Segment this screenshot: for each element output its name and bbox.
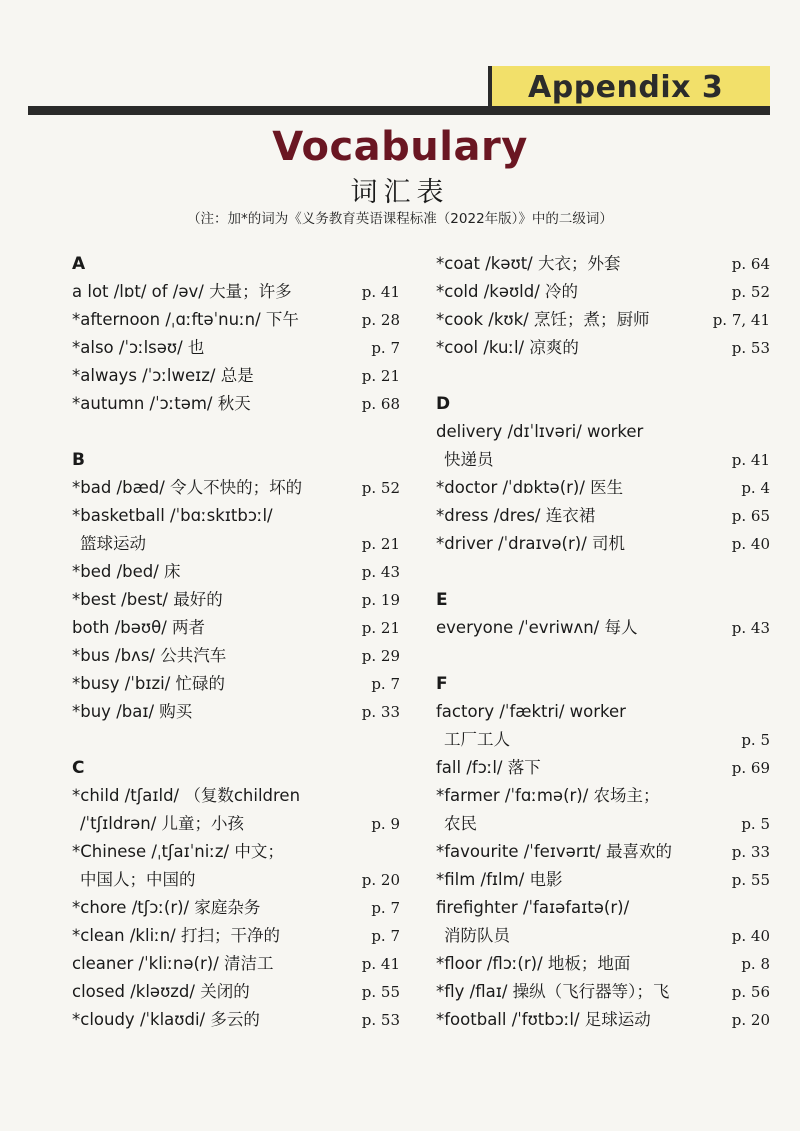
right-column	[436, 250, 776, 1034]
vocab-page-ref: p. 43	[731, 619, 770, 637]
vocab-entry	[72, 698, 406, 726]
section-heading-c: C	[72, 758, 85, 778]
vocab-page-ref: p. 21	[361, 535, 400, 553]
vocab-entry	[72, 782, 406, 838]
vocab-word: *afternoon /ˌɑːftəˈnuːn/ 下午	[72, 310, 299, 329]
vocab-definition-cont: /ˈtʃɪldrən/ 儿童；小孩	[80, 814, 244, 833]
vocab-entry	[72, 586, 406, 614]
section-gap	[72, 726, 406, 754]
vocab-word: *cook /kʊk/ 烹饪；煮；厨师	[436, 310, 650, 329]
vocab-entry	[72, 278, 406, 306]
vocab-page-ref: p. 41	[361, 955, 400, 973]
vocab-page-ref: p. 40	[731, 535, 770, 553]
vocab-word: *buy /baɪ/ 购买	[72, 702, 193, 721]
vocab-word: delivery /dɪˈlɪvəri/ worker	[436, 422, 644, 441]
vocab-word: *driver /ˈdraɪvə(r)/ 司机	[436, 534, 626, 553]
vocab-word: *bed /bed/ 床	[72, 562, 181, 581]
vocab-word: a lot /lɒt/ of /əv/ 大量；许多	[72, 282, 292, 301]
vocab-word: factory /ˈfæktri/ worker	[436, 702, 626, 721]
vocab-entry	[72, 502, 406, 558]
vocab-word: everyone /ˈevriwʌn/ 每人	[436, 618, 638, 637]
vocab-entry	[436, 334, 776, 362]
vocab-entry	[436, 782, 776, 838]
vocab-page-ref: p. 52	[361, 479, 400, 497]
vocab-word: *Chinese /ˌtʃaɪˈniːz/ 中文；	[72, 842, 284, 861]
section-gap	[72, 418, 406, 446]
vocab-word: both /bəʊθ/ 两者	[72, 618, 206, 637]
vocab-word: *always /ˈɔːlweɪz/ 总是	[72, 366, 254, 385]
vocab-entry	[436, 502, 776, 530]
vocab-word: *basketball /ˈbɑːskɪtbɔːl/	[72, 506, 273, 525]
vocab-entry	[436, 474, 776, 502]
vocab-entry	[72, 978, 406, 1006]
vocab-page-ref: p. 56	[731, 983, 770, 1001]
vocab-entry	[72, 614, 406, 642]
vocab-word: *favourite /ˈfeɪvərɪt/ 最喜欢的	[436, 842, 673, 861]
section-gap	[436, 642, 776, 670]
vocab-word: closed /kləʊzd/ 关闭的	[72, 982, 250, 1001]
vocab-entry	[436, 614, 776, 642]
vocab-entry	[436, 1006, 776, 1034]
vocab-entry	[436, 418, 776, 474]
vocab-page-ref: p. 7	[371, 899, 400, 917]
section-heading-f: F	[436, 674, 448, 694]
vocab-definition-cont: 中国人；中国的	[80, 870, 196, 889]
vocab-page-ref: p. 40	[731, 927, 770, 945]
vocab-page-ref: p. 21	[361, 619, 400, 637]
vocab-page-ref: p. 55	[361, 983, 400, 1001]
page-subtitle: 词汇表	[350, 177, 450, 208]
vocab-page-ref: p. 64	[731, 255, 770, 273]
vocab-page-ref: p. 28	[361, 311, 400, 329]
vocab-entry	[436, 754, 776, 782]
vocab-entry	[436, 278, 776, 306]
vocab-entry	[72, 334, 406, 362]
section-gap	[436, 362, 776, 390]
vocab-definition-cont: 消防队员	[444, 926, 510, 945]
vocab-word: *clean /kliːn/ 打扫；干净的	[72, 926, 280, 945]
vocab-entry	[72, 474, 406, 502]
vocab-entry	[436, 978, 776, 1006]
vocab-entry	[436, 838, 776, 866]
vocab-word: fall /fɔːl/ 落下	[436, 758, 541, 777]
vocab-page-ref: p. 41	[731, 451, 770, 469]
vocab-page-ref: p. 69	[731, 759, 770, 777]
vocab-definition-cont: 快递员	[444, 450, 494, 469]
vocab-word: *bus /bʌs/ 公共汽车	[72, 646, 227, 665]
vocab-entry	[72, 362, 406, 390]
vocab-page-ref: p. 55	[731, 871, 770, 889]
appendix-label: Appendix 3	[528, 70, 724, 105]
vocab-page-ref: p. 9	[371, 815, 400, 833]
vocab-page-ref: p. 68	[361, 395, 400, 413]
vocab-page-ref: p. 33	[361, 703, 400, 721]
vocab-page-ref: p. 41	[361, 283, 400, 301]
vocab-page-ref: p. 7	[371, 339, 400, 357]
vocab-page-ref: p. 52	[731, 283, 770, 301]
vocab-word: *child /tʃaɪld/ （复数children	[72, 786, 301, 805]
vocab-page-ref: p. 7	[371, 675, 400, 693]
vocab-word: *fly /flaɪ/ 操纵（飞行器等）；飞	[436, 982, 670, 1001]
vocab-page-ref: p. 53	[361, 1011, 400, 1029]
vocab-page-ref: p. 5	[741, 731, 770, 749]
vocab-entry	[436, 306, 776, 334]
vocab-word: *bad /bæd/ 令人不快的；坏的	[72, 478, 303, 497]
vocab-entry	[436, 950, 776, 978]
vocab-word: *busy /ˈbɪzi/ 忙碌的	[72, 674, 226, 693]
vocab-definition-cont: 农民	[444, 814, 477, 833]
vocab-entry	[72, 642, 406, 670]
vocab-word: *autumn /ˈɔːtəm/ 秋天	[72, 394, 251, 413]
vocab-entry	[72, 950, 406, 978]
section-heading-a: A	[72, 254, 86, 274]
vocab-word: cleaner /ˈkliːnə(r)/ 清洁工	[72, 954, 274, 973]
vocab-page-ref: p. 8	[741, 955, 770, 973]
section-gap	[436, 558, 776, 586]
vocab-word: *cool /kuːl/ 凉爽的	[436, 338, 579, 357]
vocab-word: *chore /tʃɔː(r)/ 家庭杂务	[72, 898, 261, 917]
vocab-word: *farmer /ˈfɑːmə(r)/ 农场主；	[436, 786, 660, 805]
vocab-definition-cont: 篮球运动	[80, 534, 146, 553]
vocab-page-ref: p. 33	[731, 843, 770, 861]
vocab-word: *floor /flɔː(r)/ 地板；地面	[436, 954, 631, 973]
vocab-page-ref: p. 4	[741, 479, 770, 497]
vocab-page-ref: p. 5	[741, 815, 770, 833]
header-rule	[28, 106, 770, 115]
vocab-word: *film /fɪlm/ 电影	[436, 870, 563, 889]
vocab-word: *also /ˈɔːlsəʊ/ 也	[72, 338, 205, 357]
vocab-entry	[72, 922, 406, 950]
left-column	[72, 250, 406, 1034]
vocab-entry	[72, 390, 406, 418]
section-heading-e: E	[436, 590, 448, 610]
vocab-entry	[436, 894, 776, 950]
vocab-word: *dress /dres/ 连衣裙	[436, 506, 596, 525]
vocab-entry	[72, 670, 406, 698]
vocab-entry	[436, 250, 776, 278]
vocab-page-ref: p. 20	[731, 1011, 770, 1029]
vocab-page-ref: p. 19	[361, 591, 400, 609]
section-heading-d: D	[436, 394, 451, 414]
vocab-word: *doctor /ˈdɒktə(r)/ 医生	[436, 478, 624, 497]
vocab-word: *coat /kəʊt/ 大衣；外套	[436, 254, 621, 273]
vocab-page-ref: p. 7	[371, 927, 400, 945]
vocab-word: *best /best/ 最好的	[72, 590, 223, 609]
vocab-page-ref: p. 29	[361, 647, 400, 665]
vocab-word: *cloudy /ˈklaʊdi/ 多云的	[72, 1010, 260, 1029]
vocab-page-ref: p. 65	[731, 507, 770, 525]
vocab-page-ref: p. 7, 41	[712, 311, 770, 329]
vocab-page-ref: p. 53	[731, 339, 770, 357]
vocab-page-ref: p. 21	[361, 367, 400, 385]
vocab-entry	[72, 838, 406, 894]
vocab-entry	[72, 558, 406, 586]
vocab-entry	[72, 306, 406, 334]
vocab-word: *cold /kəʊld/ 冷的	[436, 282, 579, 301]
vocab-page-ref: p. 43	[361, 563, 400, 581]
page-title: Vocabulary	[272, 124, 528, 170]
page-note: （注：加*的词为《义务教育英语课程标准（2022年版）》中的二级词）	[187, 211, 613, 227]
vocab-entry	[436, 698, 776, 754]
vocab-word: firefighter /ˈfaɪəfaɪtə(r)/	[436, 898, 630, 917]
vocab-entry	[72, 1006, 406, 1034]
vocab-entry	[436, 530, 776, 558]
vocab-entry	[72, 894, 406, 922]
vocab-word: *football /ˈfʊtbɔːl/ 足球运动	[436, 1010, 651, 1029]
vocab-entry	[436, 866, 776, 894]
section-heading-b: B	[72, 450, 85, 470]
vocab-page-ref: p. 20	[361, 871, 400, 889]
vocab-definition-cont: 工厂工人	[444, 730, 510, 749]
